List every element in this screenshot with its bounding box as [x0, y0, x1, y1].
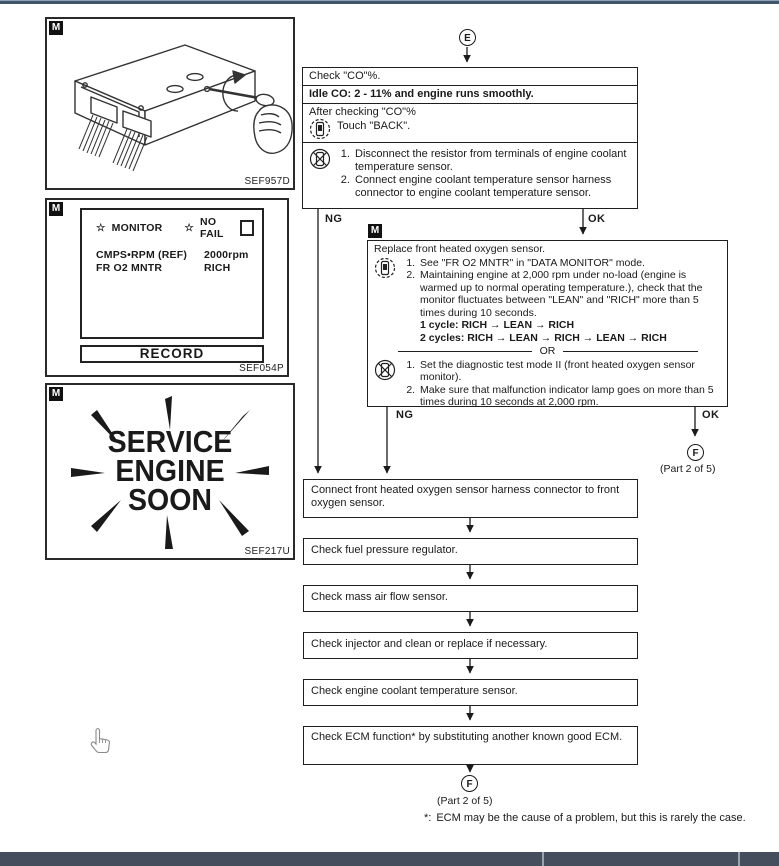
star-icon: ☆ — [184, 222, 195, 234]
check-co-text: Check "CO"%. — [309, 70, 381, 82]
cycle-definition-1: 1 cycle: RICH → LEAN → RICH — [420, 319, 575, 331]
hand-pointer-cursor — [87, 726, 113, 758]
or-divider: OR — [398, 345, 698, 358]
without-consult-tool-icon — [374, 359, 396, 381]
service-engine-soon-lamp: SERVICE ENGINE SOON — [107, 424, 233, 517]
part-reference: (Part 2 of 5) — [437, 795, 493, 807]
replace-sensor-title: Replace front heated oxygen sensor. — [374, 243, 546, 255]
consult-tool-icon — [374, 257, 396, 279]
footnote-marker: *: — [424, 812, 432, 824]
monitor-value: RICH — [204, 262, 231, 274]
connector-f: F — [461, 775, 478, 792]
flow-step: Check injector and clean or replace if necessary. — [303, 632, 638, 659]
part-reference: (Part 2 of 5) — [660, 463, 716, 475]
list-item: 1. Set the diagnostic test mode II (front heated oxygen sensor monitor). — [418, 359, 721, 384]
flow-step: Check mass air flow sensor. — [303, 585, 638, 612]
cycle-definition-2: 2 cycles: RICH → LEAN → RICH → LEAN → RICH — [420, 331, 667, 344]
ok-label: OK — [702, 409, 720, 421]
record-button: RECORD — [80, 345, 264, 363]
no-consult-row — [303, 142, 637, 202]
no-consult-procedure — [368, 359, 727, 411]
m-marker: M — [368, 224, 382, 238]
figure-ref: SEF957D — [244, 176, 290, 187]
flow-box-replace-o2-sensor — [367, 240, 728, 407]
figure-ref: SEF054P — [239, 363, 284, 374]
after-checking-text: After checking "CO"% — [309, 106, 416, 118]
flow-step: Check engine coolant temperature sensor. — [303, 679, 638, 706]
monitor-param: FR O2 MNTR — [96, 262, 163, 274]
after-checking-row — [303, 103, 637, 142]
list-item: 1. Disconnect the resistor from terminals of engine coolant temperature sensor. — [353, 148, 631, 174]
touch-back-text: Touch "BACK". — [337, 120, 411, 132]
flow-box-check-co — [302, 67, 638, 209]
footnote-text: ECM may be the cause of a problem, but this is rarely the case. — [436, 812, 746, 824]
idle-co-spec: Idle CO: 2 - 11% and engine runs smoothly. — [303, 85, 637, 103]
ok-label: OK — [588, 213, 606, 225]
monitor-value: 2000rpm — [204, 249, 249, 261]
list-item: 2. Make sure that malfunction indicator lamp goes on more than 5 times during 10 seconds at 2,000 rpm. — [418, 384, 721, 409]
list-item: 1. See "FR O2 MNTR" in "DATA MONITOR" mode. — [418, 257, 721, 270]
without-consult-tool-icon — [309, 148, 331, 170]
connector-e: E — [459, 29, 476, 46]
flow-step: Connect front heated oxygen sensor harness connector to front oxygen sensor. — [303, 479, 638, 518]
flow-step: Check fuel pressure regulator. — [303, 538, 638, 565]
connector-f: F — [687, 444, 704, 461]
footnote — [424, 812, 774, 825]
list-item: 2. Connect engine coolant temperature sensor harness connector to engine coolant temperature sensor. — [353, 174, 631, 200]
star-icon: ☆ — [96, 222, 106, 234]
m-marker: M — [49, 21, 63, 35]
no-fail-label: NO FAIL — [200, 216, 224, 240]
figure-ref: SEF217U — [244, 546, 290, 557]
consult-procedure — [368, 256, 727, 345]
ng-label: NG — [396, 409, 414, 421]
ng-label: NG — [325, 213, 343, 225]
monitor-label: MONITOR — [111, 222, 163, 234]
monitor-param: CMPS•RPM (REF) — [96, 249, 188, 261]
consult-tool-icon — [309, 118, 331, 140]
flow-step: Check ECM function* by substituting another known good ECM. — [303, 726, 638, 765]
m-marker: M — [49, 202, 63, 216]
list-item: 2. Maintaining engine at 2,000 rpm under no-load (engine is warmed up to normal operating temperature.), check that the monitor fluctuates between "LEAN" and "RICH" more than 5 times during 10 seconds. — [418, 269, 721, 319]
m-marker: M — [49, 387, 63, 401]
